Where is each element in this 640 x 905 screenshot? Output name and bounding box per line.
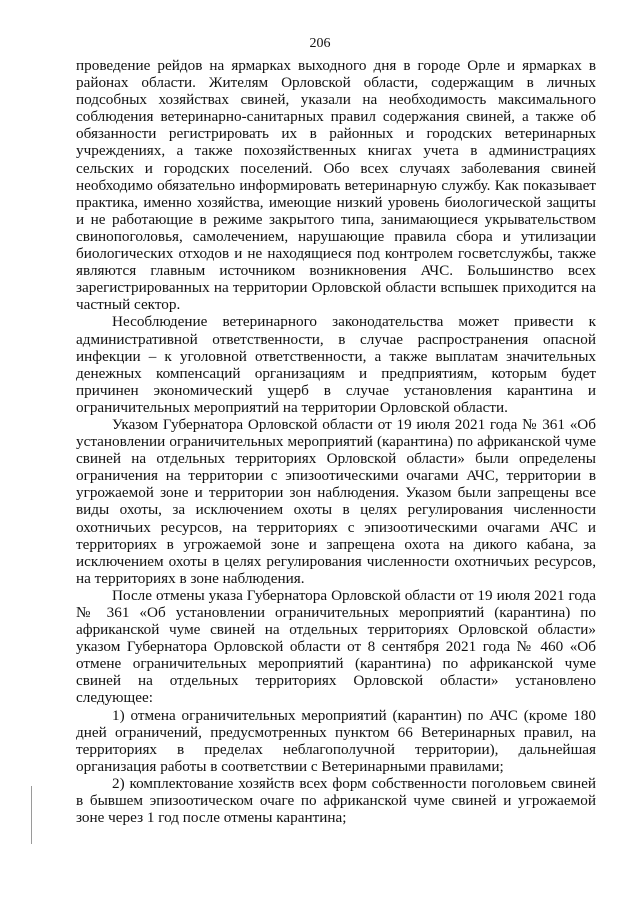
list-item-1: 1) отмена ограничительных мероприятий (карантин) по АЧС (кроме 180 дней ограничений, предусмотренных пунктом 66 Ветеринарных правил, на территориях в пределах неблагополучной территории), дальнейшая организация работы в соответствии с Ветеринарными правилами; xyxy=(76,706,596,775)
list-item-2: 2) комплектование хозяйств всех форм собственности поголовьем свиней в бывшем эпизоотическом очаге по африканской чуме свиней и угрожаемой зоне через 1 год после отмены карантина; xyxy=(76,774,596,827)
body-text xyxy=(76,57,596,826)
paragraph-decree-361: Указом Губернатора Орловской области от 19 июля 2021 года № 361 «Об установлении ограничительных мероприятий (карантина) по африканской чуме свиней на отдельных территориях Орловской области» были определены ограничения на территории с эпизоотическими очагами АЧС, территории в угрожаемой зоне и территории зон наблюдения. Указом были запрещены все виды охоты, за исключением охоты в целях регулирования численности охотничьих ресурсов, на территориях с эпизоотическими очагами АЧС и территориях в угрожаемой зоне и запрещена охота на дикого кабана, за исключением охоты в целях регулирования численности охотничьих ресурсов, на территориях в зоне наблюдения. xyxy=(76,415,596,587)
page-number: 206 xyxy=(309,36,331,51)
paragraph-liability: Несоблюдение ветеринарного законодательства может привести к административной ответственности, в случае распространения опасной инфекции – к уголовной ответственности, а также выплатам значительных денежных компенсаций организациям и предприятиям, которым будет причинен экономический ущерб в случае установления карантина и ограничительных мероприятий на территории Орловской области. xyxy=(76,313,596,416)
paragraph-continuation: проведение рейдов на ярмарках выходного дня в городе Орле и ярмарках в районах области. Жителям Орловской области, содержащим в личных подсобных хозяйствах свиней, указали на необходимость максимального соблюдения ветеринарно-санитарных правил содержания свиней, а также об обязанности регистрировать их в районных и городских ветеринарных учреждениях, а также похозяйственных книгах учета в администрациях сельских и городских поселений. Обо всех случаях заболевания свиней необходимо обязательно информировать ветеринарную службу. Как показывает практика, именно хозяйства, имеющие низкий уровень биологической защиты и не работающие в режиме закрытого типа, занимающиеся укрывательством свинопоголовья, самолечением, нарушающие правила сбора и утилизации биологических отходов и не находящиеся под контролем госветслужбы, также являются главным источником возникновения АЧС. Большинство всех зарегистрированных на территории Орловской области вспышек приходится на частный сектор. xyxy=(76,57,596,314)
paragraph-decree-460: После отмены указа Губернатора Орловской области от 19 июля 2021 года № 361 «Об установлении ограничительных мероприятий (карантина) по африканской чуме свиней на отдельных территориях Орловской области» указом Губернатора Орловской области от 8 сентября 2021 года № 460 «Об отмене ограничительных мероприятий (карантина) по африканской чуме свиней на отдельных территориях Орловской области» установлено следующее: xyxy=(76,586,596,707)
scan-margin-mark xyxy=(31,786,32,844)
